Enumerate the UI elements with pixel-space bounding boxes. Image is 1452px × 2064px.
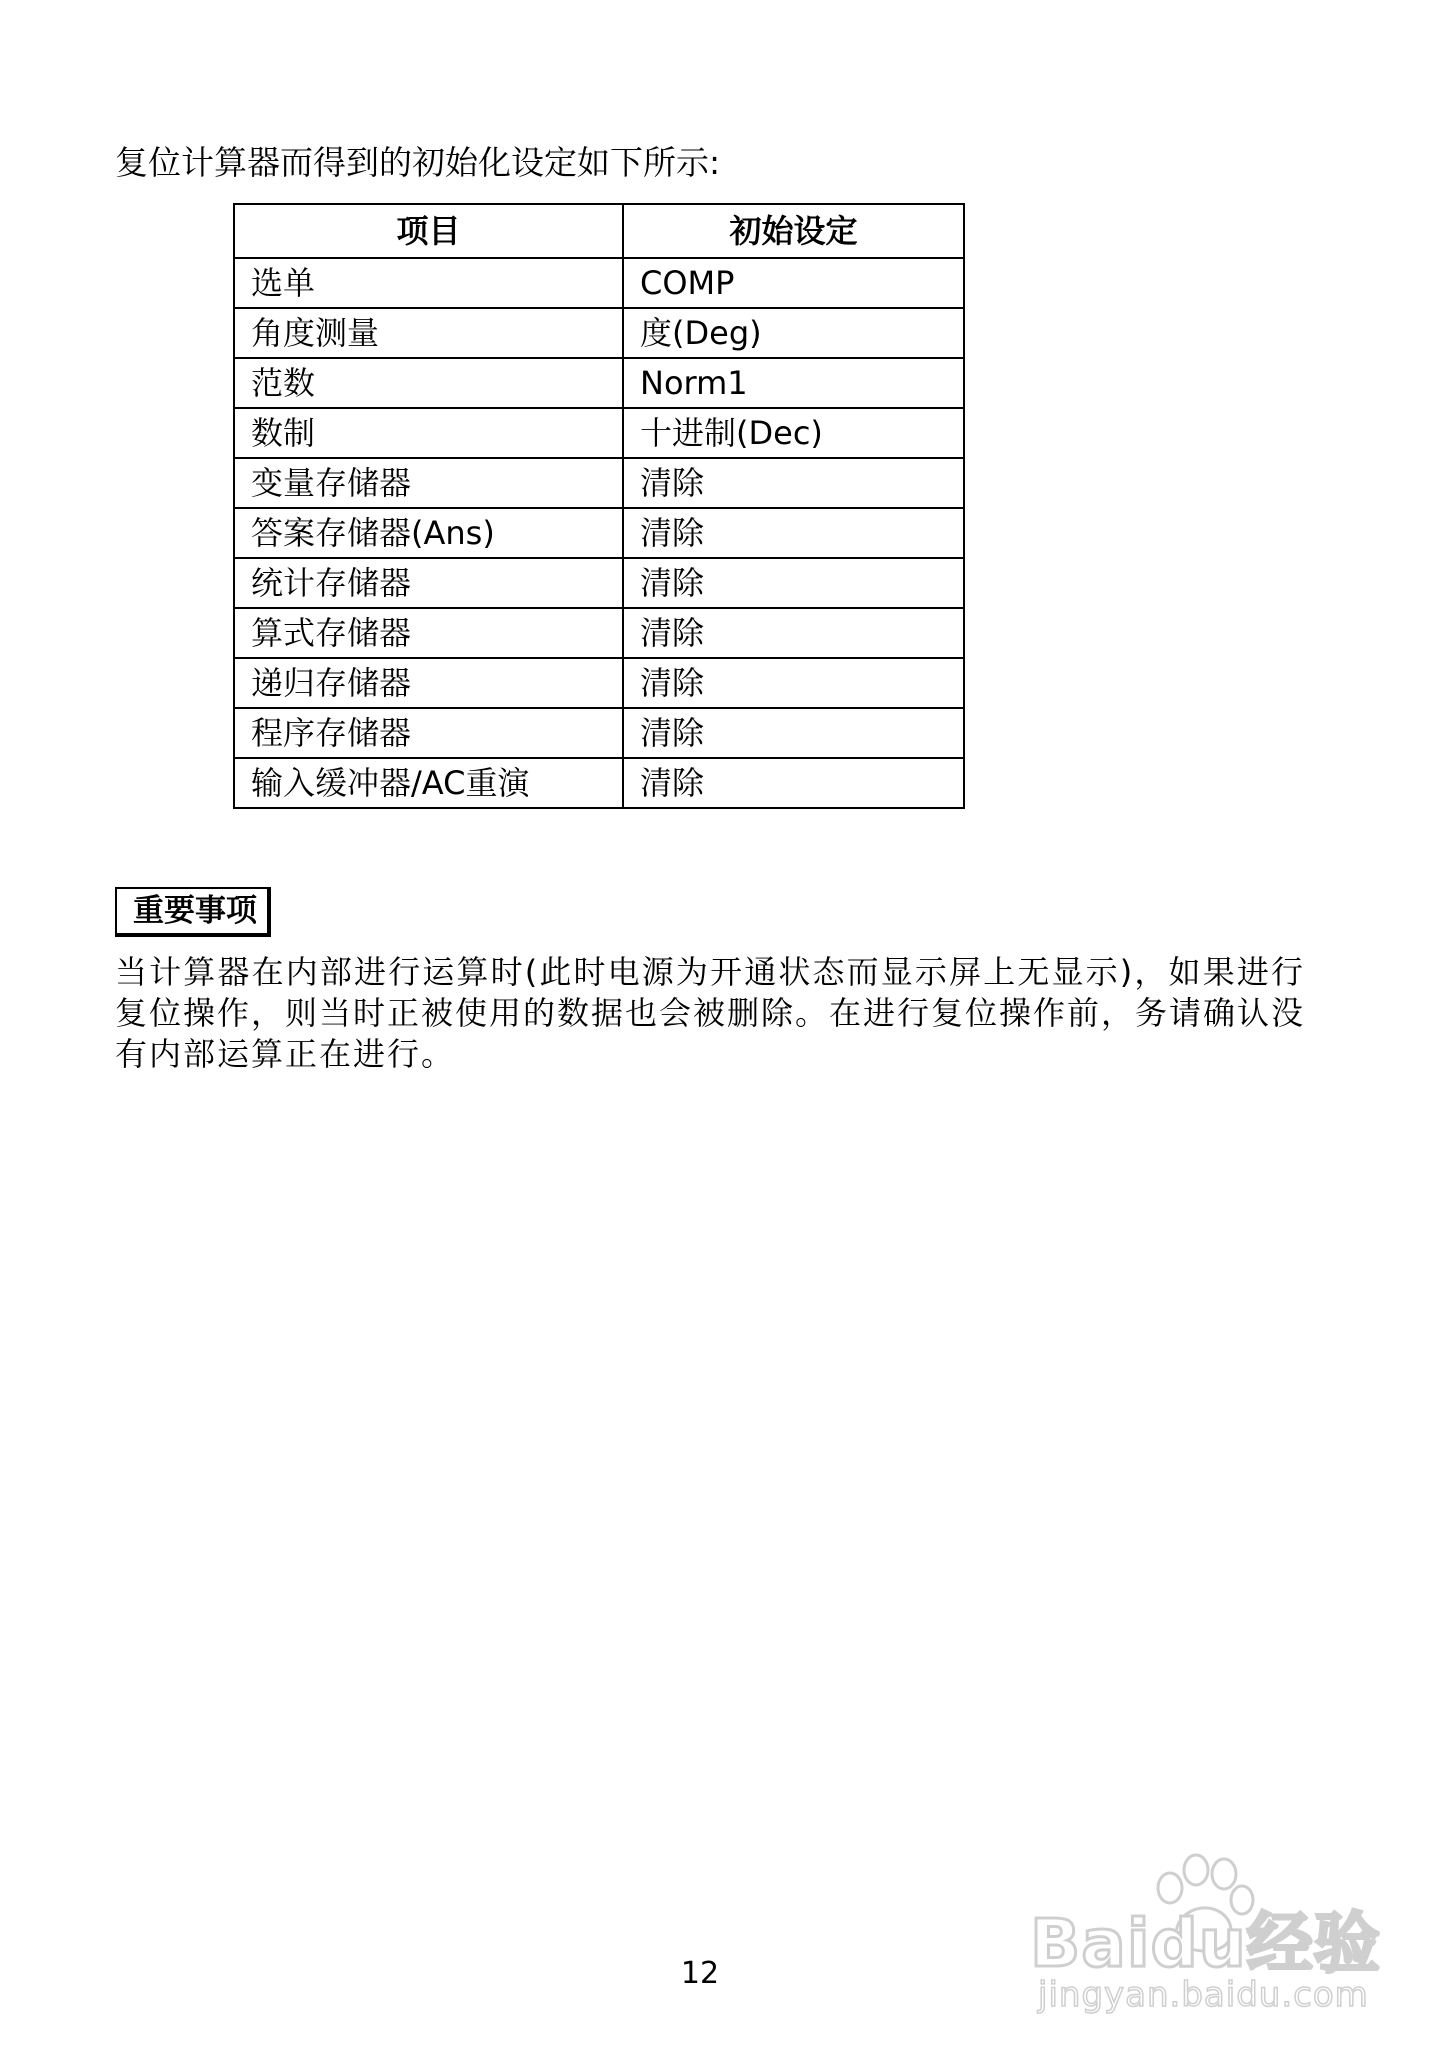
item-cell: 递归存储器 xyxy=(234,658,623,708)
table-row xyxy=(234,408,964,458)
setting-cell: 清除 xyxy=(623,508,964,558)
setting-cell: 清除 xyxy=(623,658,964,708)
important-notice-text: 当计算器在内部进行运算时(此时电源为开通状态而显示屏上无显示)，如果进行复位操作，则当时正被使用的数据也会被删除。在进行复位操作前，务请确认没有内部运算正在进行。 xyxy=(115,953,1306,1073)
setting-cell: 度(Deg) xyxy=(623,308,964,358)
setting-cell: 清除 xyxy=(623,558,964,608)
item-cell: 范数 xyxy=(234,358,623,408)
table-row xyxy=(234,358,964,408)
table-row xyxy=(234,758,964,808)
table-row xyxy=(234,708,964,758)
setting-cell: 清除 xyxy=(623,708,964,758)
item-cell: 统计存储器 xyxy=(234,558,623,608)
baidu-jingyan-watermark xyxy=(1030,1850,1381,2020)
setting-cell: 清除 xyxy=(623,758,964,808)
important-notice-title: 重要事项 xyxy=(115,887,271,937)
setting-cell: COMP xyxy=(623,258,964,308)
item-cell: 输入缓冲器/AC重演 xyxy=(234,758,623,808)
item-cell: 算式存储器 xyxy=(234,608,623,658)
intro-text: 复位计算器而得到的初始化设定如下所示: xyxy=(115,143,721,182)
item-cell: 变量存储器 xyxy=(234,458,623,508)
page-number: 12 xyxy=(680,1956,720,1991)
watermark-brand: Baidu经验 xyxy=(1030,1905,1381,1982)
table-row xyxy=(234,508,964,558)
table-row xyxy=(234,558,964,608)
header-initial-setting: 初始设定 xyxy=(623,204,964,258)
table-row xyxy=(234,608,964,658)
watermark-url: jingyan.baidu.com xyxy=(1038,1975,1369,2015)
item-cell: 程序存储器 xyxy=(234,708,623,758)
table-row xyxy=(234,258,964,308)
item-cell: 数制 xyxy=(234,408,623,458)
setting-cell: 清除 xyxy=(623,458,964,508)
table-row xyxy=(234,658,964,708)
table-row xyxy=(234,308,964,358)
setting-cell: 清除 xyxy=(623,608,964,658)
initial-settings-table xyxy=(233,203,965,809)
item-cell: 选单 xyxy=(234,258,623,308)
setting-cell: 十进制(Dec) xyxy=(623,408,964,458)
setting-cell: Norm1 xyxy=(623,358,964,408)
header-item: 项目 xyxy=(234,204,623,258)
table-header-row xyxy=(234,204,964,258)
item-cell: 角度测量 xyxy=(234,308,623,358)
item-cell: 答案存储器(Ans) xyxy=(234,508,623,558)
table-row xyxy=(234,458,964,508)
